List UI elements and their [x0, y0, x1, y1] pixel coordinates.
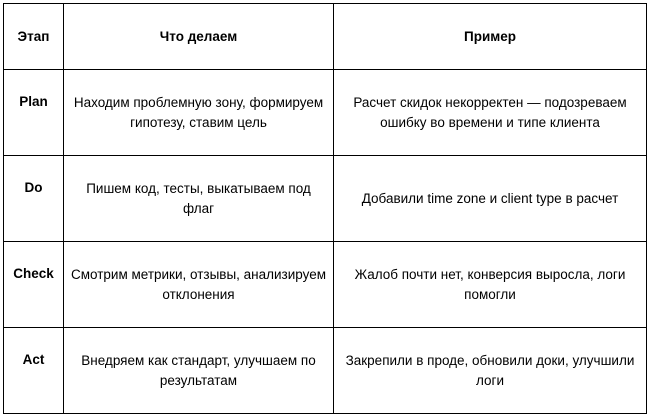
table-row — [4, 156, 647, 242]
example-cell: Добавили time zone и client type в расчет — [334, 156, 647, 242]
example-cell: Расчет скидок некорректен — подозреваем ошибку во времени и типе клиента — [334, 70, 647, 156]
table-row — [4, 328, 647, 414]
header-what: Что делаем — [64, 4, 334, 70]
table-row — [4, 242, 647, 328]
stage-cell: Do — [4, 156, 64, 242]
stage-cell: Act — [4, 328, 64, 414]
what-cell: Находим проблемную зону, формируем гипотезу, ставим цель — [64, 70, 334, 156]
what-cell: Смотрим метрики, отзывы, анализируем отклонения — [64, 242, 334, 328]
what-cell: Внедряем как стандарт, улучшаем по результатам — [64, 328, 334, 414]
stage-cell: Check — [4, 242, 64, 328]
example-cell: Жалоб почти нет, конверсия выросла, логи помогли — [334, 242, 647, 328]
table-header-row — [4, 4, 647, 70]
table-row — [4, 70, 647, 156]
what-cell: Пишем код, тесты, выкатываем под флаг — [64, 156, 334, 242]
pdca-table — [3, 3, 647, 414]
header-stage: Этап — [4, 4, 64, 70]
header-example: Пример — [334, 4, 647, 70]
stage-cell: Plan — [4, 70, 64, 156]
example-cell: Закрепили в проде, обновили доки, улучшили логи — [334, 328, 647, 414]
